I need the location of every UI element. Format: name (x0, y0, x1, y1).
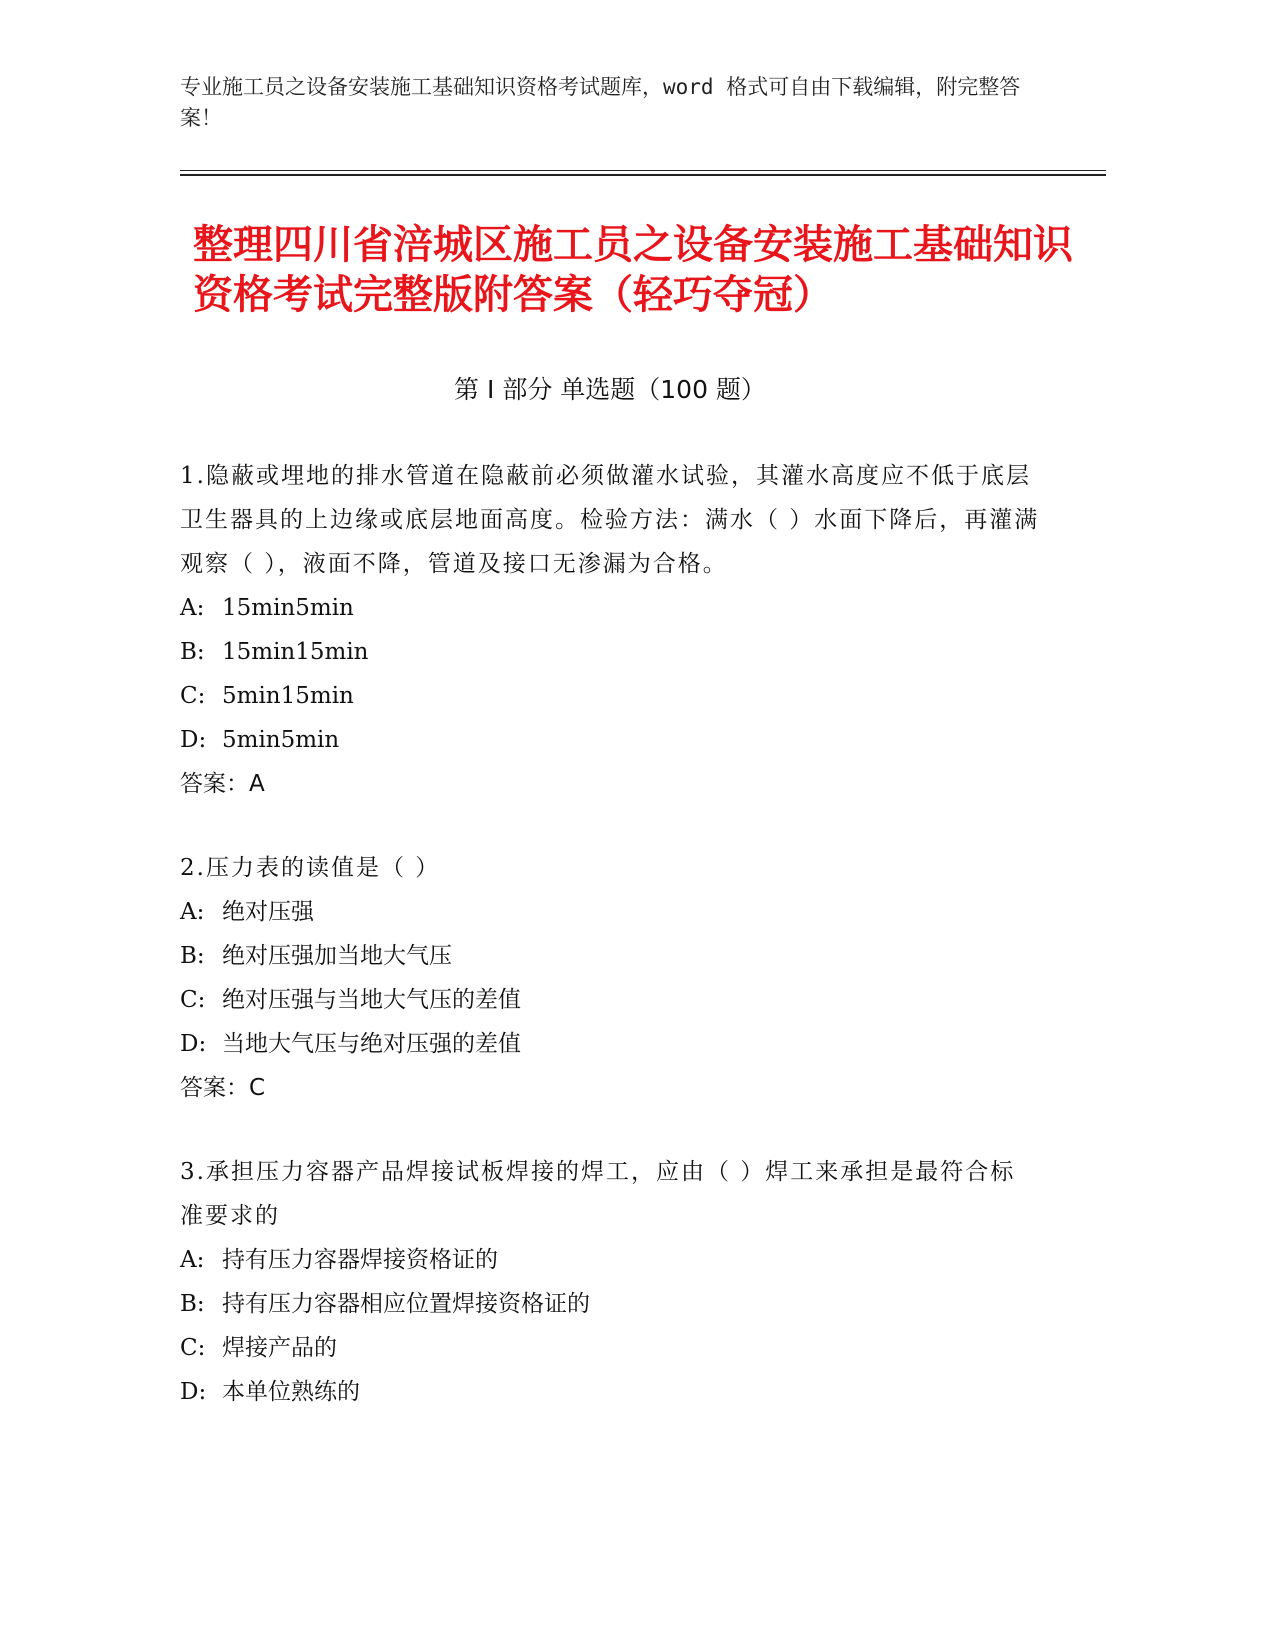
header-note: 专业施工员之设备安装施工基础知识资格考试题库，word 格式可自由下载编辑，附完整答案！ (180, 75, 1021, 130)
option-text: 焊接产品的 (222, 1335, 337, 1361)
option-label: A: (180, 595, 205, 621)
option-text: 5min15min (222, 683, 354, 709)
answer: 答案：C (180, 1075, 266, 1101)
answer: 答案：A (180, 771, 265, 797)
option-c (180, 674, 1040, 718)
question-3 (180, 1150, 1040, 1414)
option-text: 绝对压强与当地大气压的差值 (222, 987, 521, 1013)
option-text: 5min5min (222, 727, 340, 753)
option-c (180, 978, 1040, 1022)
option-b (180, 1282, 1040, 1326)
question-2 (180, 846, 1040, 1110)
document-title: 整理四川省涪城区施工员之设备安装施工基础知识资格考试完整版附答案（轻巧夺冠） (193, 222, 1073, 318)
option-text: 15min15min (222, 639, 369, 665)
option-c (180, 1326, 1040, 1370)
option-text: 持有压力容器相应位置焊接资格证的 (222, 1291, 590, 1317)
option-label: A: (180, 1247, 205, 1273)
option-text: 绝对压强加当地大气压 (222, 943, 452, 969)
option-a (180, 890, 1040, 934)
option-label: A: (180, 899, 205, 925)
header-divider-bottom (180, 174, 1106, 176)
option-label: B: (180, 1291, 205, 1317)
header-divider-top (180, 170, 1106, 171)
option-b (180, 630, 1040, 674)
option-text: 本单位熟练的 (222, 1379, 360, 1405)
option-a (180, 586, 1040, 630)
option-text: 15min5min (222, 595, 354, 621)
option-d (180, 1022, 1040, 1066)
option-label: C: (180, 683, 206, 709)
option-a (180, 1238, 1040, 1282)
question-text: 3.承担压力容器产品焊接试板焊接的焊工，应由（ ）焊工来承担是最符合标准要求的 (180, 1159, 1016, 1229)
option-text: 持有压力容器焊接资格证的 (222, 1247, 498, 1273)
option-d (180, 718, 1040, 762)
option-d (180, 1370, 1040, 1414)
option-text: 当地大气压与绝对压强的差值 (222, 1031, 521, 1057)
option-label: D: (180, 727, 207, 753)
question-1 (180, 454, 1040, 806)
option-text: 绝对压强 (222, 899, 314, 925)
option-label: C: (180, 987, 206, 1013)
question-text: 2.压力表的读值是（ ） (180, 855, 441, 881)
option-label: B: (180, 639, 205, 665)
option-label: D: (180, 1379, 207, 1405)
section-heading: 第 I 部分 单选题（100 题） (454, 375, 766, 404)
question-text: 1.隐蔽或埋地的排水管道在隐蔽前必须做灌水试验，其灌水高度应不低于底层卫生器具的上边缘或底层地面高度。检验方法：满水（ ）水面下降后，再灌满观察（ ），液面不降，管道及接口无渗漏为合格。 (180, 463, 1040, 577)
option-label: D: (180, 1031, 207, 1057)
option-b (180, 934, 1040, 978)
option-label: B: (180, 943, 205, 969)
option-label: C: (180, 1335, 206, 1361)
